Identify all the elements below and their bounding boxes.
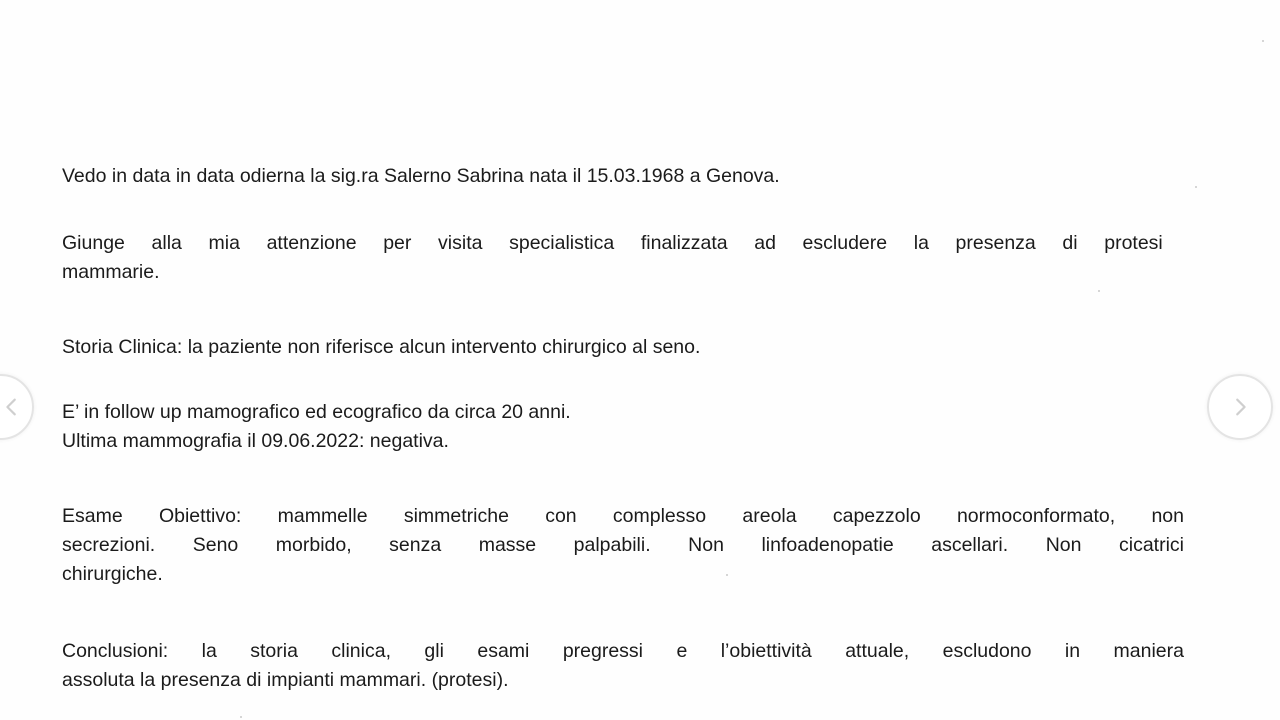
chevron-right-icon [1229,396,1251,418]
paragraph-line: Ultima mammografia il 09.06.2022: negativa. [62,430,449,452]
next-image-button[interactable] [1207,374,1273,440]
paragraph-line: Conclusioni: la storia clinica, gli esami pregressi e l’obiettività attuale, escludono in maniera [62,640,1184,662]
paragraph-intro [62,162,1184,191]
paragraph-line: chirurgiche. [62,563,163,585]
scan-speck [1098,290,1100,292]
paragraph-exam [62,502,1184,589]
paragraph-line: Giunge alla mia attenzione per visita specialistica finalizzata ad escludere la presenza di protesi [62,232,1163,254]
scan-speck [726,574,728,576]
paragraph-line: E’ in follow up mamografico ed ecografico da circa 20 anni. [62,401,571,423]
paragraph-line: secrezioni. Seno morbido, senza masse palpabili. Non linfoadenopatie ascellari. Non cicatrici [62,534,1184,556]
scan-speck [1262,40,1264,42]
paragraph-clinical-history [62,333,1184,362]
scan-speck [1195,186,1197,188]
paragraph-follow-up [62,398,1184,456]
paragraph-line: mammarie. [62,261,160,283]
paragraph-conclusions [62,637,1184,695]
chevron-left-icon [1,396,23,418]
paragraph-request [62,229,1184,287]
paragraph-line: Storia Clinica: la paziente non riferisce alcun intervento chirurgico al seno. [62,336,701,358]
scan-speck [240,716,242,718]
paragraph-line: Vedo in data in data odierna la sig.ra Salerno Sabrina nata il 15.03.1968 a Genova. [62,165,780,187]
paragraph-line: Esame Obiettivo: mammelle simmetriche con complesso areola capezzolo normoconformato, non [62,505,1184,527]
paragraph-line: assoluta la presenza di impianti mammari. (protesi). [62,669,509,691]
